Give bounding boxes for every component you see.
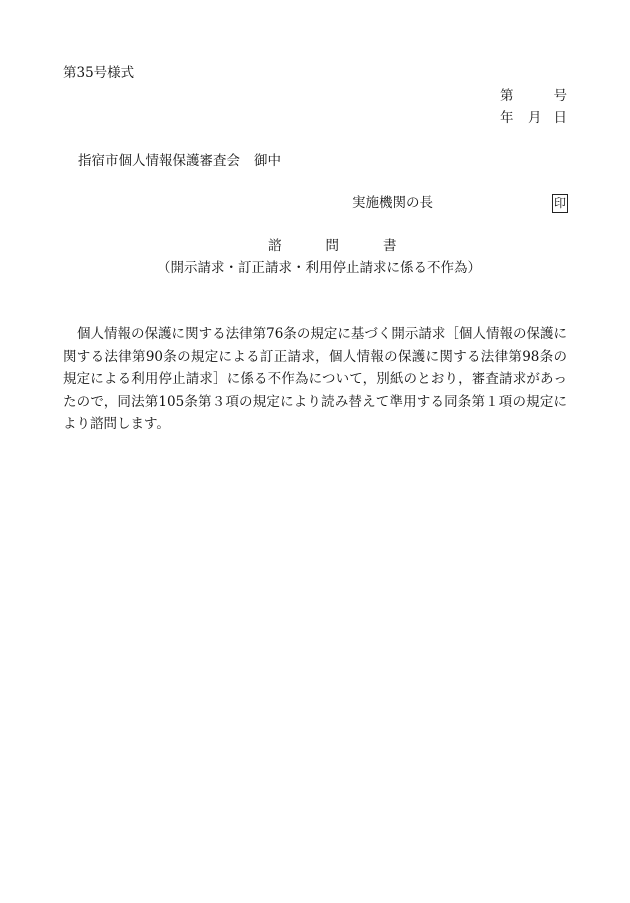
- document-subtitle: （開示請求・訂正請求・利用停止請求に係る不作為）: [157, 260, 481, 276]
- date-year-label: 年: [500, 110, 514, 126]
- addressee: [78, 155, 281, 169]
- document-title: [268, 240, 397, 254]
- seal-stamp-box: 印: [552, 194, 568, 213]
- title-char: 書: [383, 238, 397, 254]
- form-number: 第35号様式: [63, 65, 135, 81]
- document-number-prefix: 第: [500, 88, 514, 104]
- date-month-label: 月: [528, 110, 542, 126]
- date-day-label: 日: [553, 110, 567, 126]
- sender-title: 実施機関の長: [352, 195, 433, 211]
- addressee-suffix: 御中: [254, 153, 281, 169]
- title-char: 問: [325, 238, 339, 254]
- body-paragraph: 個人情報の保護に関する法律第76条の規定に基づく開示請求［個人情報の保護に関する法律第90条の規定による訂正請求，個人情報の保護に関する法律第98条の規定による利用停止請求］に係る不作為について，別紙のとおり，審査請求があったので，同法第105条第３項の規定により読み替えて準用する同条第１項の規定により諮問します。: [63, 326, 567, 432]
- document-number-suffix: 号: [553, 88, 567, 104]
- title-char: 諮: [268, 238, 282, 254]
- addressee-name: 指宿市個人情報保護審査会: [78, 153, 240, 169]
